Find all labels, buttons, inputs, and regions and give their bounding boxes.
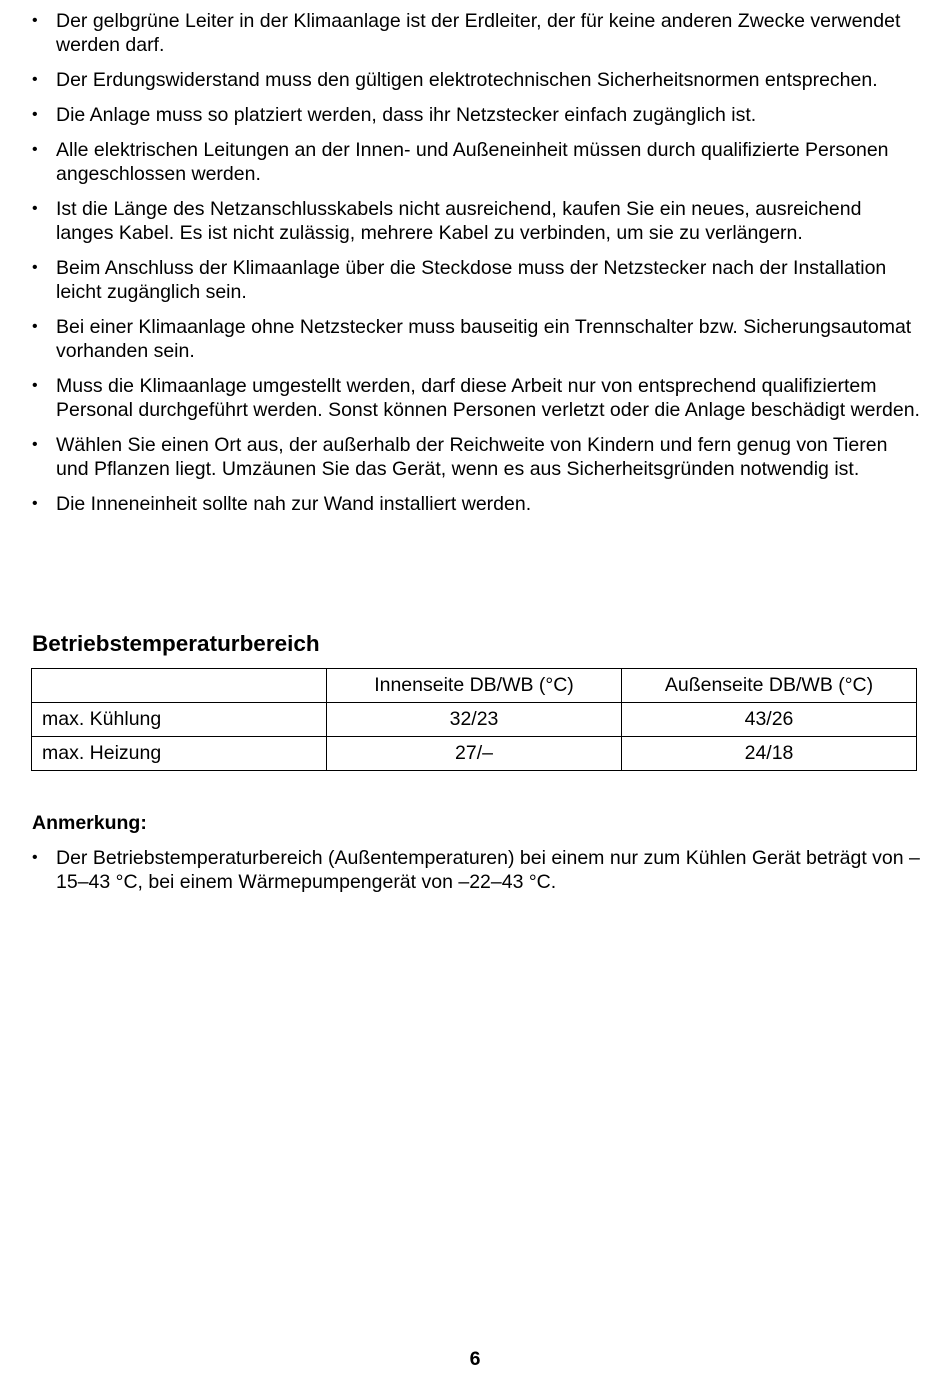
- section-title: Betriebstemperaturbereich: [32, 631, 320, 656]
- bullet-icon: •: [32, 318, 38, 335]
- list-item: [32, 256, 922, 304]
- table-cell: 43/26: [622, 703, 917, 737]
- note-title: Anmerkung:: [32, 812, 147, 834]
- list-item: [32, 374, 922, 422]
- list-item-text: Wählen Sie einen Ort aus, der außerhalb der Reichweite von Kindern und fern genug von Tieren und Pflanzen liegt. Umzäunen Sie das Gerät, wenn es aus Sicherheitsgründen notwendig ist.: [56, 434, 888, 480]
- bullet-icon: •: [32, 141, 38, 158]
- safety-bullet-list: [32, 9, 922, 527]
- list-item-text: Der Betriebstemperaturbereich (Außentemperaturen) bei einem nur zum Kühlen Gerät beträgt von –15–43 °C, bei einem Wärmepumpengerät von –22–43 °C.: [56, 847, 920, 893]
- table-header-row: [32, 669, 917, 703]
- list-item-text: Die Inneneinheit sollte nah zur Wand installiert werden.: [56, 493, 532, 515]
- list-item-text: Bei einer Klimaanlage ohne Netzstecker muss bauseitig ein Trennschalter bzw. Sicherungsautomat vorhanden sein.: [56, 316, 912, 362]
- table-header-cell: Außenseite DB/WB (°C): [622, 669, 917, 703]
- list-item-text: Ist die Länge des Netzanschlusskabels nicht ausreichend, kaufen Sie ein neues, ausreichend langes Kabel. Es ist nicht zulässig, mehrere Kabel zu verbinden, um sie zu verlängern.: [56, 198, 862, 244]
- table-cell: 32/23: [327, 703, 622, 737]
- table-cell: max. Heizung: [32, 737, 327, 771]
- list-item: [32, 197, 922, 245]
- bullet-icon: •: [32, 259, 38, 276]
- list-item-text: Die Anlage muss so platziert werden, dass ihr Netzstecker einfach zugänglich ist.: [56, 104, 757, 126]
- list-item-text: Muss die Klimaanlage umgestellt werden, darf diese Arbeit nur von entsprechend qualifiziertem Personal durchgeführt werden. Sonst können Personen verletzt oder die Anlage beschädigt werden.: [56, 375, 920, 421]
- bullet-icon: •: [32, 436, 38, 453]
- table-cell: max. Kühlung: [32, 703, 327, 737]
- table-row: [32, 703, 917, 737]
- bullet-icon: •: [32, 71, 38, 88]
- operating-temperature-table: [31, 668, 917, 771]
- list-item-text: Alle elektrischen Leitungen an der Innen- und Außeneinheit müssen durch qualifizierte Personen angeschlossen werden.: [56, 139, 889, 185]
- bullet-icon: •: [32, 849, 38, 866]
- list-item-text: Der gelbgrüne Leiter in der Klimaanlage ist der Erdleiter, der für keine anderen Zwecke verwendet werden darf.: [56, 10, 901, 56]
- table-row: [32, 737, 917, 771]
- list-item: [32, 9, 922, 57]
- table-header-cell: [32, 669, 327, 703]
- bullet-icon: •: [32, 200, 38, 217]
- list-item: [32, 68, 922, 92]
- list-item: [32, 138, 922, 186]
- list-item-text: Beim Anschluss der Klimaanlage über die Steckdose muss der Netzstecker nach der Installation leicht zugänglich sein.: [56, 257, 887, 303]
- table-cell: 27/–: [327, 737, 622, 771]
- list-item: [32, 846, 922, 894]
- list-item: [32, 433, 922, 481]
- list-item: [32, 492, 922, 516]
- bullet-icon: •: [32, 106, 38, 123]
- bullet-icon: •: [32, 495, 38, 512]
- bullet-icon: •: [32, 377, 38, 394]
- page-number: 6: [469, 1348, 481, 1370]
- list-item-text: Der Erdungswiderstand muss den gültigen elektrotechnischen Sicherheitsnormen entsprechen.: [56, 69, 878, 91]
- table-header-cell: Innenseite DB/WB (°C): [327, 669, 622, 703]
- table-cell: 24/18: [622, 737, 917, 771]
- bullet-icon: •: [32, 12, 38, 29]
- note-bullet-list: [32, 846, 922, 905]
- list-item: [32, 315, 922, 363]
- list-item: [32, 103, 922, 127]
